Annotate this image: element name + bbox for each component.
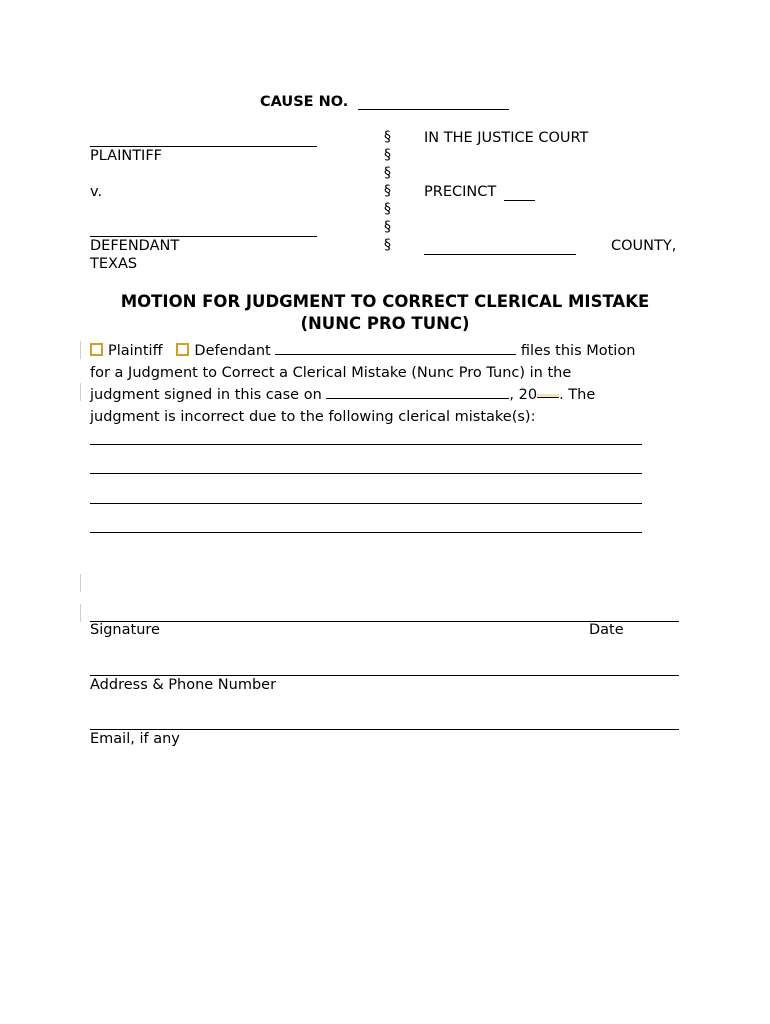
defendant-label: DEFENDANT — [90, 238, 180, 254]
section-symbol: § — [384, 183, 391, 199]
party-name-field[interactable] — [275, 340, 516, 355]
motion-paragraph — [90, 340, 650, 428]
paragraph-line-4: judgment is incorrect due to the following clerical mistake(s): — [90, 409, 536, 425]
date-label: Date — [589, 622, 624, 638]
mistake-line-4[interactable] — [90, 532, 642, 533]
mistake-line-2[interactable] — [90, 473, 642, 474]
paragraph-line-1 — [90, 340, 650, 362]
texas-label: TEXAS — [90, 256, 138, 272]
section-symbol: § — [384, 219, 391, 235]
margin-marker — [80, 574, 81, 592]
section-symbol: § — [384, 129, 391, 145]
margin-marker — [80, 604, 81, 622]
cause-no-label — [260, 94, 348, 110]
defendant-option-label: Defendant — [194, 343, 271, 359]
address-line[interactable] — [90, 675, 679, 676]
year-field[interactable] — [537, 394, 559, 398]
plaintiff-checkbox[interactable] — [90, 343, 103, 356]
precinct-label: PRECINCT — [424, 184, 497, 200]
document-title-line2: (NUNC PRO TUNC) — [300, 314, 470, 333]
cause-no-field[interactable] — [358, 109, 509, 110]
county-label: COUNTY, — [611, 238, 677, 254]
plaintiff-name-field[interactable] — [90, 146, 317, 147]
the-text: . The — [559, 387, 596, 403]
cause-no-text: CAUSE NO. — [260, 94, 349, 110]
paragraph-line-3 — [90, 384, 650, 406]
section-symbol: § — [384, 201, 391, 217]
margin-marker — [80, 383, 81, 401]
email-line[interactable] — [90, 729, 679, 730]
judgment-date-field[interactable] — [326, 384, 509, 399]
files-motion-text: files this Motion — [520, 343, 636, 359]
section-symbol: § — [384, 165, 391, 181]
paragraph-line-2: for a Judgment to Correct a Clerical Mistake (Nunc Pro Tunc) in the — [90, 365, 572, 381]
section-symbol: § — [384, 147, 391, 163]
county-field[interactable] — [424, 254, 576, 255]
signed-text: judgment signed in this case on — [90, 387, 322, 403]
mistake-line-3[interactable] — [90, 503, 642, 504]
defendant-name-field[interactable] — [90, 236, 317, 237]
precinct-field[interactable] — [504, 200, 535, 201]
address-label: Address & Phone Number — [90, 677, 277, 693]
section-symbol: § — [384, 237, 391, 253]
court-label: IN THE JUSTICE COURT — [424, 130, 589, 146]
document-title-line1: MOTION FOR JUDGMENT TO CORRECT CLERICAL MISTAKE — [120, 292, 650, 311]
defendant-checkbox[interactable] — [176, 343, 189, 356]
year-prefix-text: , 20 — [509, 387, 538, 403]
signature-label: Signature — [90, 622, 160, 638]
email-label: Email, if any — [90, 731, 180, 747]
margin-marker — [80, 341, 81, 359]
mistake-line-1[interactable] — [90, 444, 642, 445]
plaintiff-option-label: Plaintiff — [108, 343, 163, 359]
plaintiff-label: PLAINTIFF — [90, 148, 163, 164]
versus-label: v. — [90, 184, 103, 200]
